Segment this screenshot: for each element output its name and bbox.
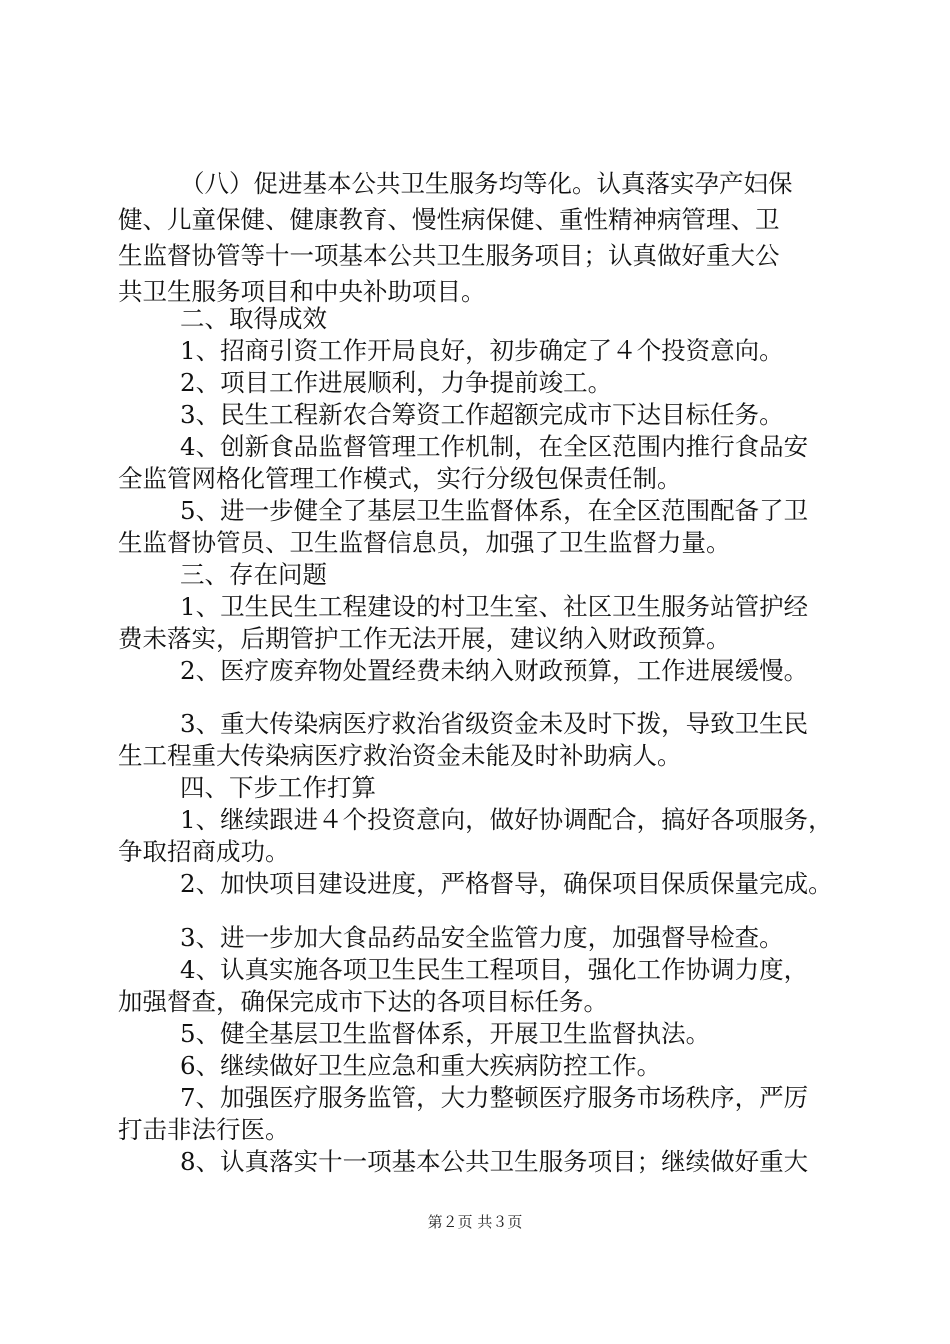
line-04: 共卫生服务项目和中央补助项目。 <box>118 277 486 306</box>
line-24: 4、认真实施各项卫生民生工程项目，强化工作协调力度， <box>180 955 809 984</box>
line-29: 打击非法行医。 <box>118 1115 290 1144</box>
line-12: 生监督协管员、卫生监督信息员，加强了卫生监督力量。 <box>118 528 731 557</box>
line-07: 2、项目工作进展顺利，力争提前竣工。 <box>180 368 613 397</box>
line-02: 健、儿童保健、健康教育、慢性病保健、重性精神病管理、卫 <box>118 205 780 234</box>
line-11: 5、进一步健全了基层卫生监督体系，在全区范围配备了卫 <box>180 496 809 525</box>
line-18: 生工程重大传染病医疗救治资金未能及时补助病人。 <box>118 741 682 770</box>
line-22: 2、加快项目建设进度，严格督导，确保项目保质保量完成。 <box>180 869 833 898</box>
line-01: （八）促进基本公共卫生服务均等化。认真落实孕产妇保 <box>180 169 793 198</box>
line-14: 1、卫生民生工程建设的村卫生室、社区卫生服务站管护经 <box>180 592 809 621</box>
line-27: 6、继续做好卫生应急和重大疾病防控工作。 <box>180 1051 662 1080</box>
line-17: 3、重大传染病医疗救治省级资金未及时下拨，导致卫生民 <box>180 709 809 738</box>
section-heading-problems: 三、存在问题 <box>180 560 327 589</box>
line-28: 7、加强医疗服务监管，大力整顿医疗服务市场秩序，严厉 <box>180 1083 809 1112</box>
line-08: 3、民生工程新农合筹资工作超额完成市下达目标任务。 <box>180 400 784 429</box>
line-21: 争取招商成功。 <box>118 837 290 866</box>
line-16: 2、医疗废弃物处置经费未纳入财政预算，工作进展缓慢。 <box>180 656 809 685</box>
section-heading-results: 二、取得成效 <box>180 304 327 333</box>
line-30: 8、认真落实十一项基本公共卫生服务项目；继续做好重大 <box>180 1147 809 1176</box>
page-number-footer: 第２页 共３页 <box>427 1213 523 1231</box>
line-23: 3、进一步加大食品药品安全监管力度，加强督导检查。 <box>180 923 784 952</box>
line-20: 1、继续跟进４个投资意向，做好协调配合，搞好各项服务， <box>180 805 833 834</box>
section-heading-next-steps: 四、下步工作打算 <box>180 773 376 802</box>
line-06: 1、招商引资工作开局良好，初步确定了４个投资意向。 <box>180 336 784 365</box>
line-09: 4、创新食品监督管理工作机制，在全区范围内推行食品安 <box>180 432 809 461</box>
line-03: 生监督协管等十一项基本公共卫生服务项目；认真做好重大公 <box>118 241 780 270</box>
line-25: 加强督查，确保完成市下达的各项目标任务。 <box>118 987 608 1016</box>
line-10: 全监管网格化管理工作模式，实行分级包保责任制。 <box>118 464 682 493</box>
line-26: 5、健全基层卫生监督体系，开展卫生监督执法。 <box>180 1019 711 1048</box>
line-15: 费未落实，后期管护工作无法开展，建议纳入财政预算。 <box>118 624 731 653</box>
